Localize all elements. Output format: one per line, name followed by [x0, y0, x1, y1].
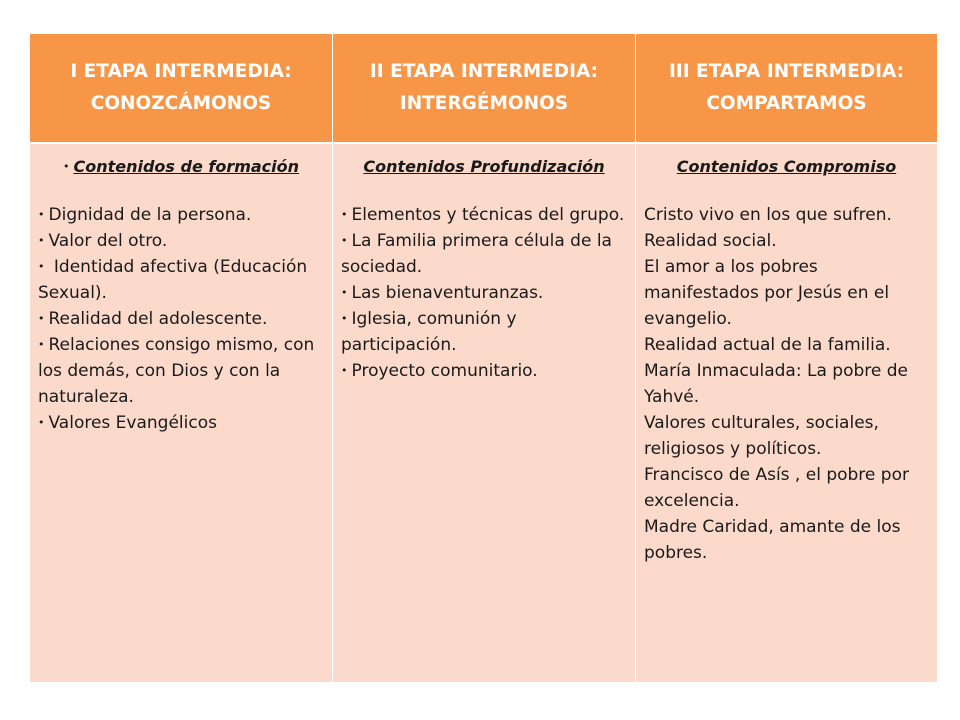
list-item	[38, 254, 324, 306]
list-item	[341, 306, 627, 358]
header-stage-1-line1: I ETAPA INTERMEDIA:	[70, 61, 292, 82]
header-stage-3-line1: III ETAPA INTERMEDIA:	[668, 61, 905, 82]
list-item	[341, 280, 627, 306]
bullet-icon: •	[341, 208, 348, 221]
list-item	[38, 410, 324, 436]
bullet-icon: •	[38, 312, 45, 325]
list-item-text: Realidad del adolescente.	[48, 309, 268, 329]
bullet-icon: •	[38, 260, 45, 273]
content-line: Cristo vivo en los que sufren.	[644, 205, 892, 225]
header-cell-stage-2	[333, 34, 635, 142]
list-item-text: Dignidad de la persona.	[48, 205, 252, 225]
content-line: Madre Caridad, amante de los pobres.	[644, 517, 901, 563]
subtitle-row-stage-1	[38, 154, 324, 180]
list-item	[38, 332, 324, 410]
list-item-text: Identidad afectiva (Educación Sexual).	[38, 257, 308, 303]
list-item	[38, 202, 324, 228]
subtitle-row-stage-3	[644, 154, 929, 180]
list-item-text: Las bienaventuranzas.	[351, 283, 544, 303]
header-cell-stage-3	[636, 34, 937, 142]
list-item-text: Valor del otro.	[48, 231, 168, 251]
content-line: Realidad social.	[644, 231, 777, 251]
content-cell-stage-2	[333, 144, 635, 682]
list-item	[341, 228, 627, 280]
list-item	[341, 358, 627, 384]
bullet-icon: •	[38, 416, 45, 429]
bullet-icon: •	[341, 364, 348, 377]
bullet-icon: •	[341, 286, 348, 299]
content-cell-stage-3	[636, 144, 937, 682]
content-line: Francisco de Asís , el pobre por excelencia.	[644, 465, 909, 511]
list-item-text: Iglesia, comunión y participación.	[341, 309, 517, 355]
stages-table	[30, 34, 937, 682]
subtitle-stage-3: Contenidos Compromiso	[676, 157, 897, 176]
header-stage-2-line1: II ETAPA INTERMEDIA:	[369, 61, 599, 82]
bullet-icon: •	[341, 234, 348, 247]
header-cell-stage-1	[30, 34, 332, 142]
content-line: María Inmaculada: La pobre de Yahvé.	[644, 361, 908, 407]
list-item	[38, 228, 324, 254]
content-line: Valores culturales, sociales, religiosos y políticos.	[644, 413, 879, 459]
subtitle-stage-2: Contenidos Profundización	[363, 157, 605, 176]
list-item-text: Proyecto comunitario.	[351, 361, 538, 381]
list-item-text: Valores Evangélicos	[48, 413, 217, 433]
content-cell-stage-1	[30, 144, 332, 682]
header-stage-2-line2: INTERGÉMONOS	[399, 93, 569, 114]
list-item	[38, 306, 324, 332]
list-item-text: La Familia primera célula de la sociedad.	[341, 231, 612, 277]
bullet-icon: •	[38, 234, 45, 247]
subtitle-row-stage-2	[341, 154, 627, 180]
bullet-icon: •	[341, 312, 348, 325]
header-stage-1-line2: CONOZCÁMONOS	[90, 93, 272, 114]
bullet-icon: •	[62, 160, 70, 173]
list-item-text: Relaciones consigo mismo, con los demás, con Dios y con la naturaleza.	[38, 335, 315, 407]
header-stage-3-line2: COMPARTAMOS	[706, 93, 867, 114]
bullet-icon: •	[38, 208, 45, 221]
content-line: El amor a los pobres manifestados por Jesús en el evangelio.	[644, 257, 890, 329]
list-item-text: Elementos y técnicas del grupo.	[351, 205, 625, 225]
content-line: Realidad actual de la familia.	[644, 335, 891, 355]
bullet-icon: •	[38, 338, 45, 351]
subtitle-stage-1: Contenidos de formación	[73, 157, 300, 176]
list-item	[341, 202, 627, 228]
